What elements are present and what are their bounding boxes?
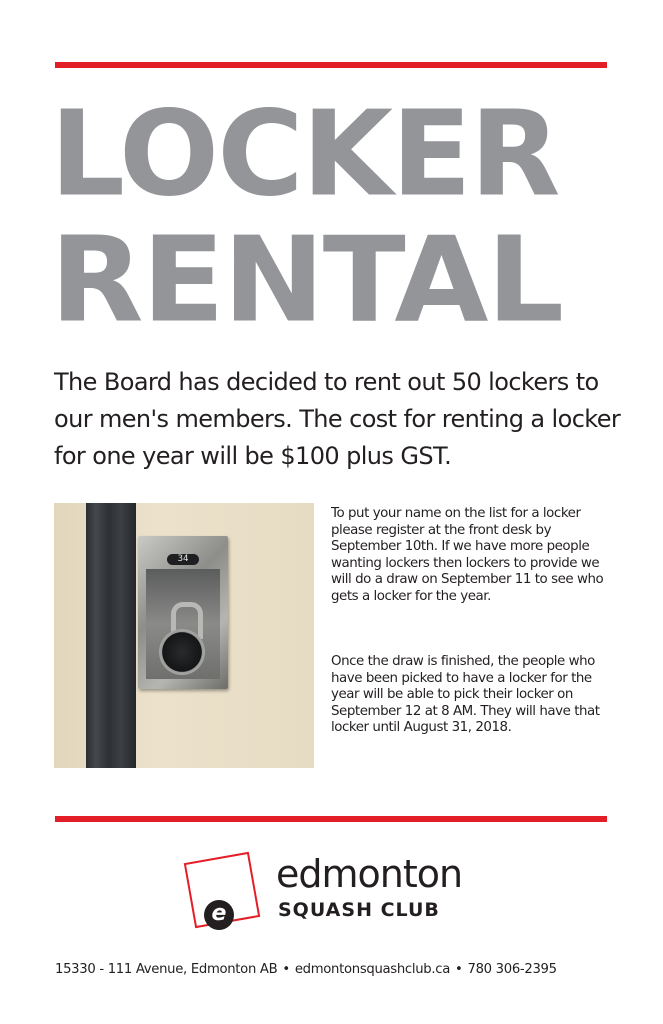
locker-number-tag: 34 bbox=[167, 554, 199, 565]
body-paragraph-1: To put your name on the list for a locker please register at the front desk by September 10th. If we have more people wanting lockers then lockers to provide we will do a draw on September 11 to see who gets a locker for the year. bbox=[331, 506, 604, 604]
top-red-rule bbox=[55, 62, 607, 68]
club-logo bbox=[180, 848, 480, 938]
bullet-separator: • bbox=[455, 962, 463, 977]
logo-ball-icon: e bbox=[204, 900, 234, 930]
footer-contact bbox=[55, 962, 615, 977]
title-line-2: RENTAL bbox=[50, 211, 563, 349]
footer-website: edmontonsquashclub.ca bbox=[294, 962, 450, 977]
logo-wordmark-squash-club: SQUASH CLUB bbox=[278, 899, 440, 921]
logo-wordmark-edmonton: edmonton bbox=[276, 852, 463, 896]
bullet-separator: • bbox=[282, 962, 290, 977]
title-line-1: LOCKER bbox=[50, 85, 559, 223]
locker-frame-post bbox=[86, 503, 136, 768]
bottom-red-rule bbox=[55, 816, 607, 822]
body-paragraph-2: Once the draw is finished, the people who have been picked to have a locker for the year will be able to pick their locker on September 12 at 8 AM. They will have that locker until August 31, 2018. bbox=[331, 654, 600, 736]
lead-paragraph: The Board has decided to rent out 50 lockers to our men's members. The cost for renting a locker for one year will be $100 plus GST. bbox=[54, 368, 621, 470]
locker-photo bbox=[54, 503, 314, 768]
padlock-dial-icon bbox=[159, 629, 205, 675]
footer-phone: 780 306-2395 bbox=[467, 962, 557, 977]
footer-address: 15330 - 111 Avenue, Edmonton AB bbox=[55, 962, 278, 977]
